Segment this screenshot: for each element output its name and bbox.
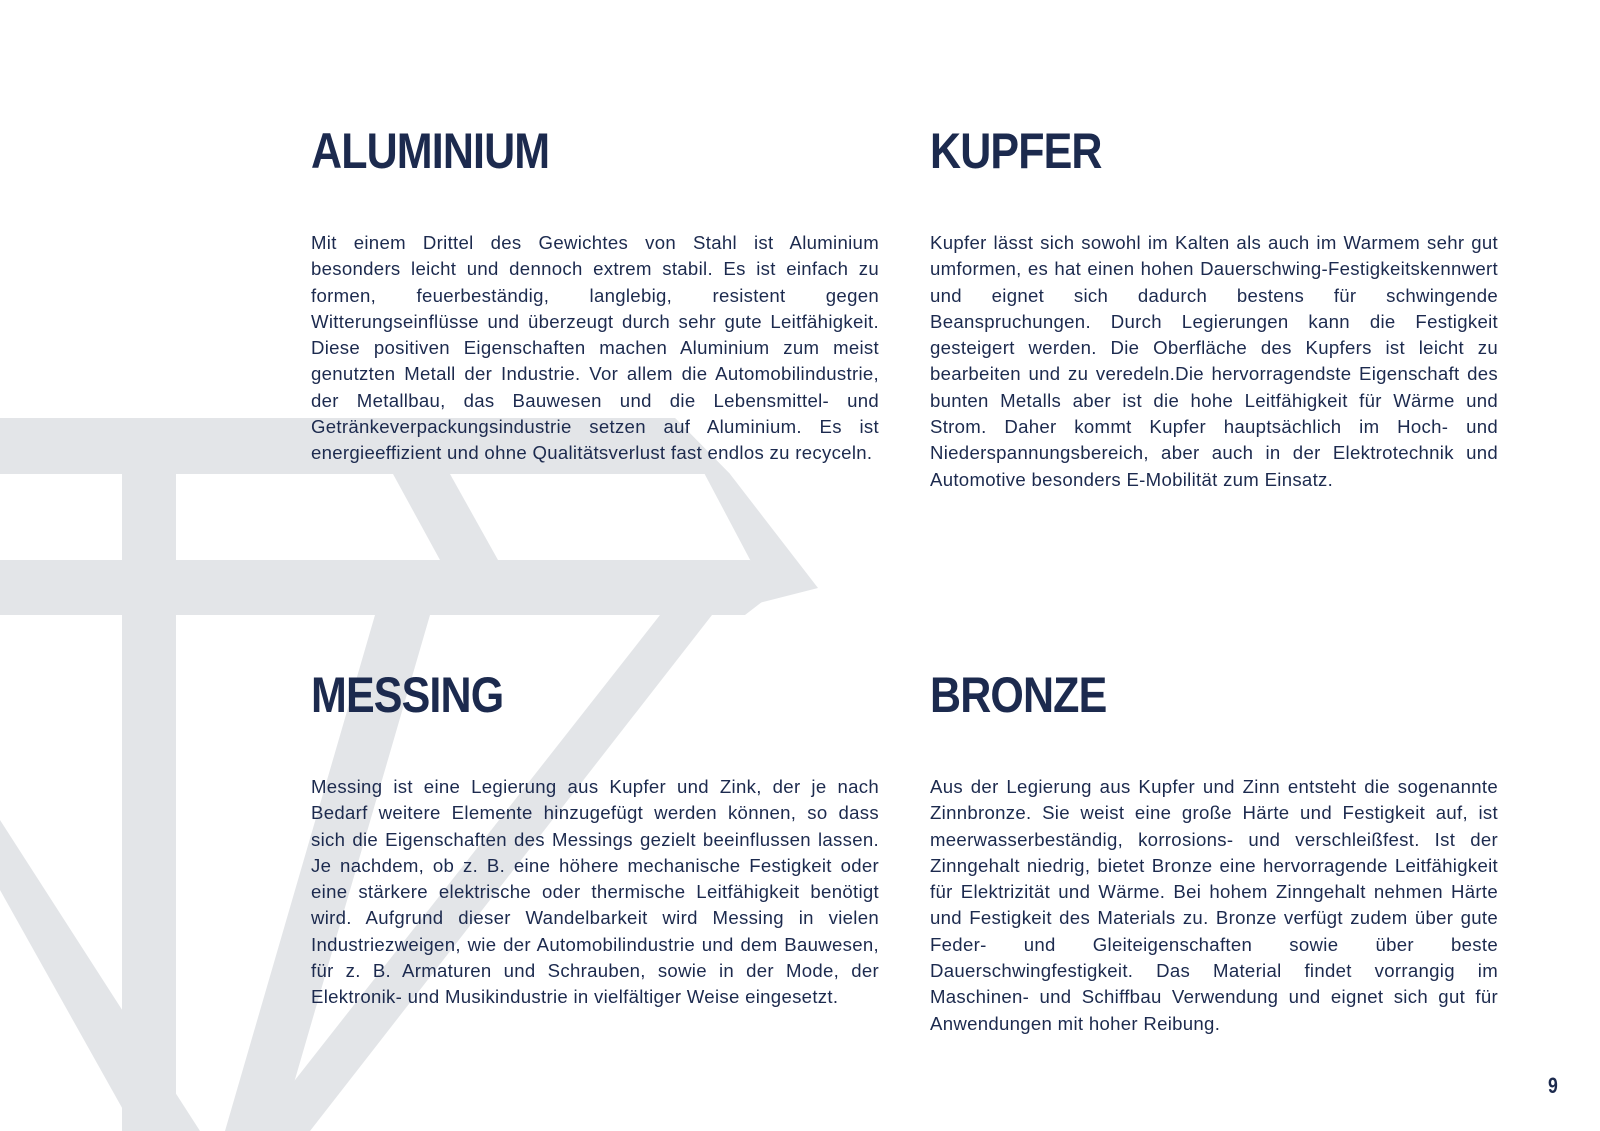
section-text-bronze: Aus der Legierung aus Kupfer und Zinn entsteht die sogenannte Zinnbronze. Sie weist eine große Härte und Festigkeit auf, ist meerwasserbeständig, korrosions- und verschleißfest. Ist der Zinngehalt niedrig, bietet Bronze eine hervorragende Leitfähigkeit für Elektrizität und Wärme. Bei hohem Zinngehalt nehmen Härte und Festigkeit des Materials zu. Bronze verfügt zudem über gute Feder- und Gleiteigenschaften sowie über beste Dauerschwingfestigkeit. Das Material findet vorrangig im Maschinen- und Schiffbau Verwendung und eignet sich gut für Anwendungen mit hoher Reibung. — [930, 776, 1498, 1034]
section-bronze — [930, 667, 1498, 1034]
diamond-middle-band — [0, 560, 780, 615]
section-title-kupfer: KUPFER — [930, 123, 1102, 179]
page-number: 9 — [1548, 1073, 1558, 1098]
section-title-aluminium: ALUMINIUM — [311, 123, 550, 179]
section-messing — [311, 667, 879, 1008]
section-text-kupfer: Kupfer lässt sich sowohl im Kalten als auch im Warmem sehr gut umformen, es hat einen hohen Dauerschwing-Festigkeitskennwert und eignet sich dadurch bestens für schwingende Beanspruchungen. Durch Legierungen kann die Festigkeit gesteigert werden. Die Oberfläche des Kupfers ist leicht zu bearbeiten und zu veredeln.Die hervorragendste Eigenschaft des bunten Metalls aber ist die hohe Leitfähigkeit für Wärme und Strom. Daher kommt Kupfer hauptsächlich im Hoch- und Niederspannungsbereich, aber auch in der Elektrotechnik und Automotive besonders E-Mobilität zum Einsatz. — [930, 232, 1498, 490]
section-text-messing: Messing ist eine Legierung aus Kupfer und Zink, der je nach Bedarf weitere Elemente hinzugefügt werden können, so dass sich die Eigenschaften des Messings gezielt beeinflussen lassen. Je nachdem, ob z. B. eine höhere mechanische Festigkeit oder eine stärkere elektrische oder thermische Leitfähigkeit benötigt wird. Aufgrund dieser Wandelbarkeit wird Messing in vielen Industriezweigen, wie der Automobilindustrie und dem Bauwesen, für z. B. Armaturen und Schrauben, sowie in der Mode, der Elektronik- und Musikindustrie in vielfältiger Weise eingesetzt. — [311, 776, 879, 1008]
section-title-messing: MESSING — [311, 667, 504, 723]
section-kupfer — [930, 123, 1498, 490]
section-title-bronze: BRONZE — [930, 667, 1107, 723]
section-text-aluminium: Mit einem Drittel des Gewichtes von Stahl ist Aluminium besonders leicht und dennoch extrem stabil. Es ist einfach zu formen, feuerbeständig, langlebig, resistent gegen Witterungseinflüsse und überzeugt durch sehr gute Leitfähigkeit. Diese positiven Eigenschaften machen Aluminium zum meist genutzten Metall der Industrie. Vor allem die Automobilindustrie, der Metallbau, das Bauwesen und die Lebensmittel- und Getränkeverpackungsindustrie setzen auf Aluminium. Es ist energieeffizient und ohne Qualitätsverlust fast endlos zu recyceln. — [311, 232, 879, 464]
section-aluminium — [311, 123, 879, 464]
diamond-diagonal-a — [393, 474, 498, 560]
